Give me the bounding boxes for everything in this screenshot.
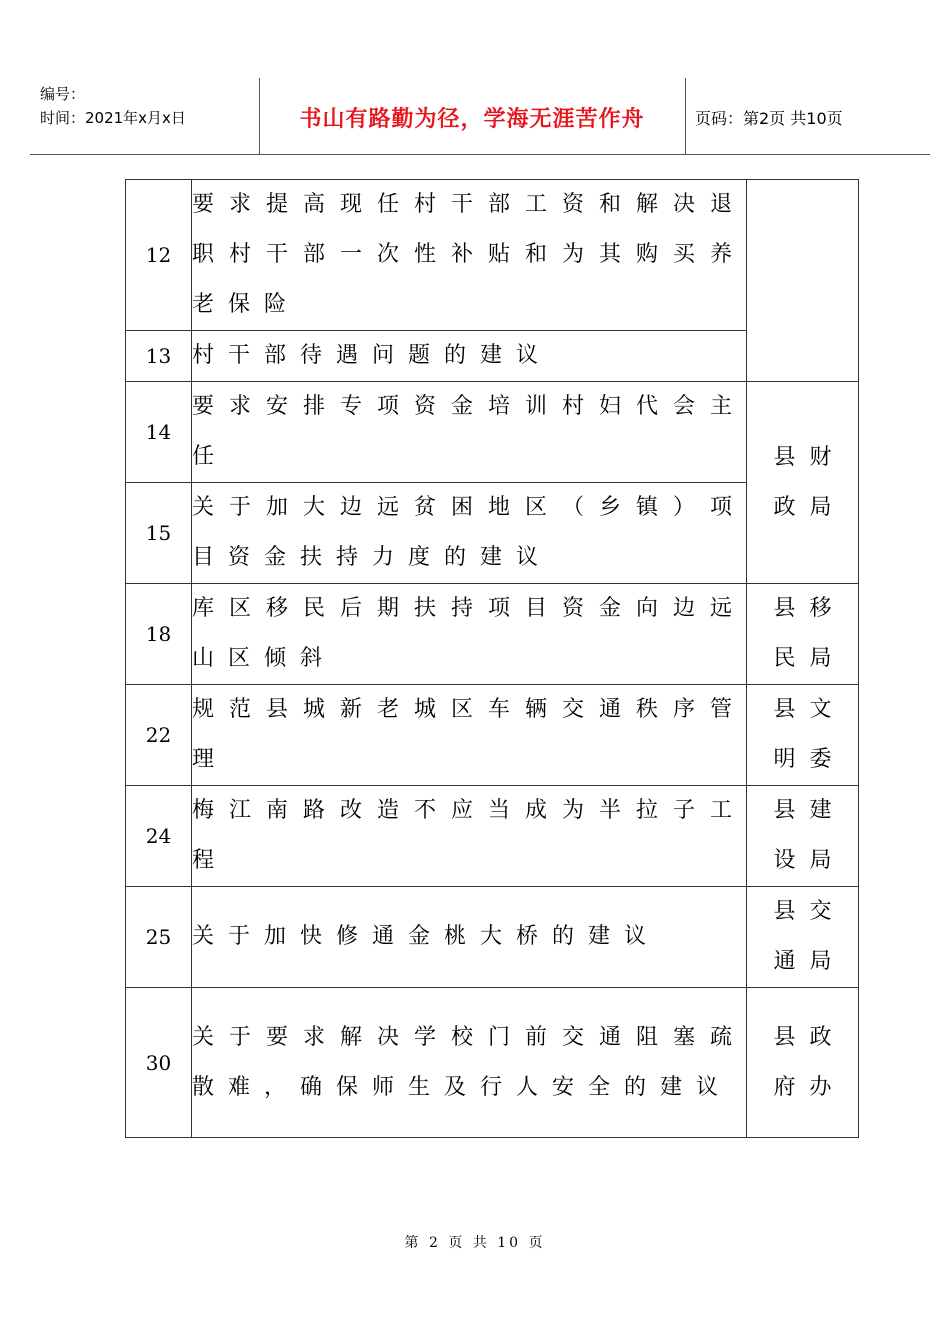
header-divider <box>685 78 686 155</box>
row-content <box>192 180 747 331</box>
row-number: 12 <box>126 180 192 331</box>
document-time-label: 时间：2021年x月x日 <box>40 109 186 127</box>
department-text: 县交 通局 <box>773 899 846 974</box>
row-department <box>747 685 859 786</box>
row-department <box>747 382 859 584</box>
page-header <box>30 78 930 155</box>
row-number: 24 <box>126 786 192 887</box>
row-content-text: 规范县城新老城区车辆交通秩序管理 <box>192 697 746 772</box>
row-number: 22 <box>126 685 192 786</box>
department-text: 县建 设局 <box>773 798 846 873</box>
table-row <box>126 988 859 1138</box>
page-footer: 第 2 页 共 10 页 <box>404 1235 546 1251</box>
row-content-text: 关于加大边远贫困地区（乡镇）项目资金扶持力度的建议 <box>192 495 746 570</box>
row-content <box>192 988 747 1138</box>
table-row <box>126 887 859 988</box>
row-department <box>747 786 859 887</box>
proposal-table <box>125 179 859 1138</box>
row-content <box>192 483 747 584</box>
row-content <box>192 331 747 382</box>
row-content <box>192 685 747 786</box>
row-content <box>192 786 747 887</box>
table-row <box>126 584 859 685</box>
table-row <box>126 180 859 331</box>
row-department <box>747 887 859 988</box>
row-number: 18 <box>126 584 192 685</box>
department-text: 县财 政局 <box>773 444 846 520</box>
department-text: 县移 民局 <box>773 596 846 671</box>
row-content-text: 关于要求解决学校门前交通阻塞疏散难，确保师生及行人安全的建议 <box>192 1024 746 1100</box>
row-department <box>747 180 859 382</box>
row-content-text: 关于加快修通金桃大桥的建议 <box>192 924 661 949</box>
row-content <box>192 382 747 483</box>
department-text: 县政 府办 <box>773 1024 846 1100</box>
row-number: 14 <box>126 382 192 483</box>
row-content-text: 梅江南路改造不应当成为半拉子工程 <box>192 798 746 873</box>
table-row <box>126 685 859 786</box>
header-motto: 书山有路勤为径，学海无涯苦作舟 <box>299 107 645 132</box>
row-number: 30 <box>126 988 192 1138</box>
row-number: 25 <box>126 887 192 988</box>
header-page-info: 页码：第2页 共10页 <box>695 109 843 128</box>
row-department <box>747 584 859 685</box>
header-meta <box>40 82 186 130</box>
row-content-text: 要求安排专项资金培训村妇代会主任 <box>192 394 746 469</box>
row-content-text: 要求提高现任村干部工资和解决退职村干部一次性补贴和为其购买养老保险 <box>192 192 746 317</box>
department-text: 县文 明委 <box>773 697 846 772</box>
document-number-label: 编号： <box>40 85 86 103</box>
row-content <box>192 584 747 685</box>
row-department <box>747 988 859 1138</box>
row-number: 13 <box>126 331 192 382</box>
row-content-text: 库区移民后期扶持项目资金向边远山区倾斜 <box>192 596 746 671</box>
row-content <box>192 887 747 988</box>
row-content-text: 村干部待遇问题的建议 <box>192 343 553 368</box>
table-row <box>126 786 859 887</box>
row-number: 15 <box>126 483 192 584</box>
table-row <box>126 382 859 483</box>
header-rule <box>30 154 930 155</box>
